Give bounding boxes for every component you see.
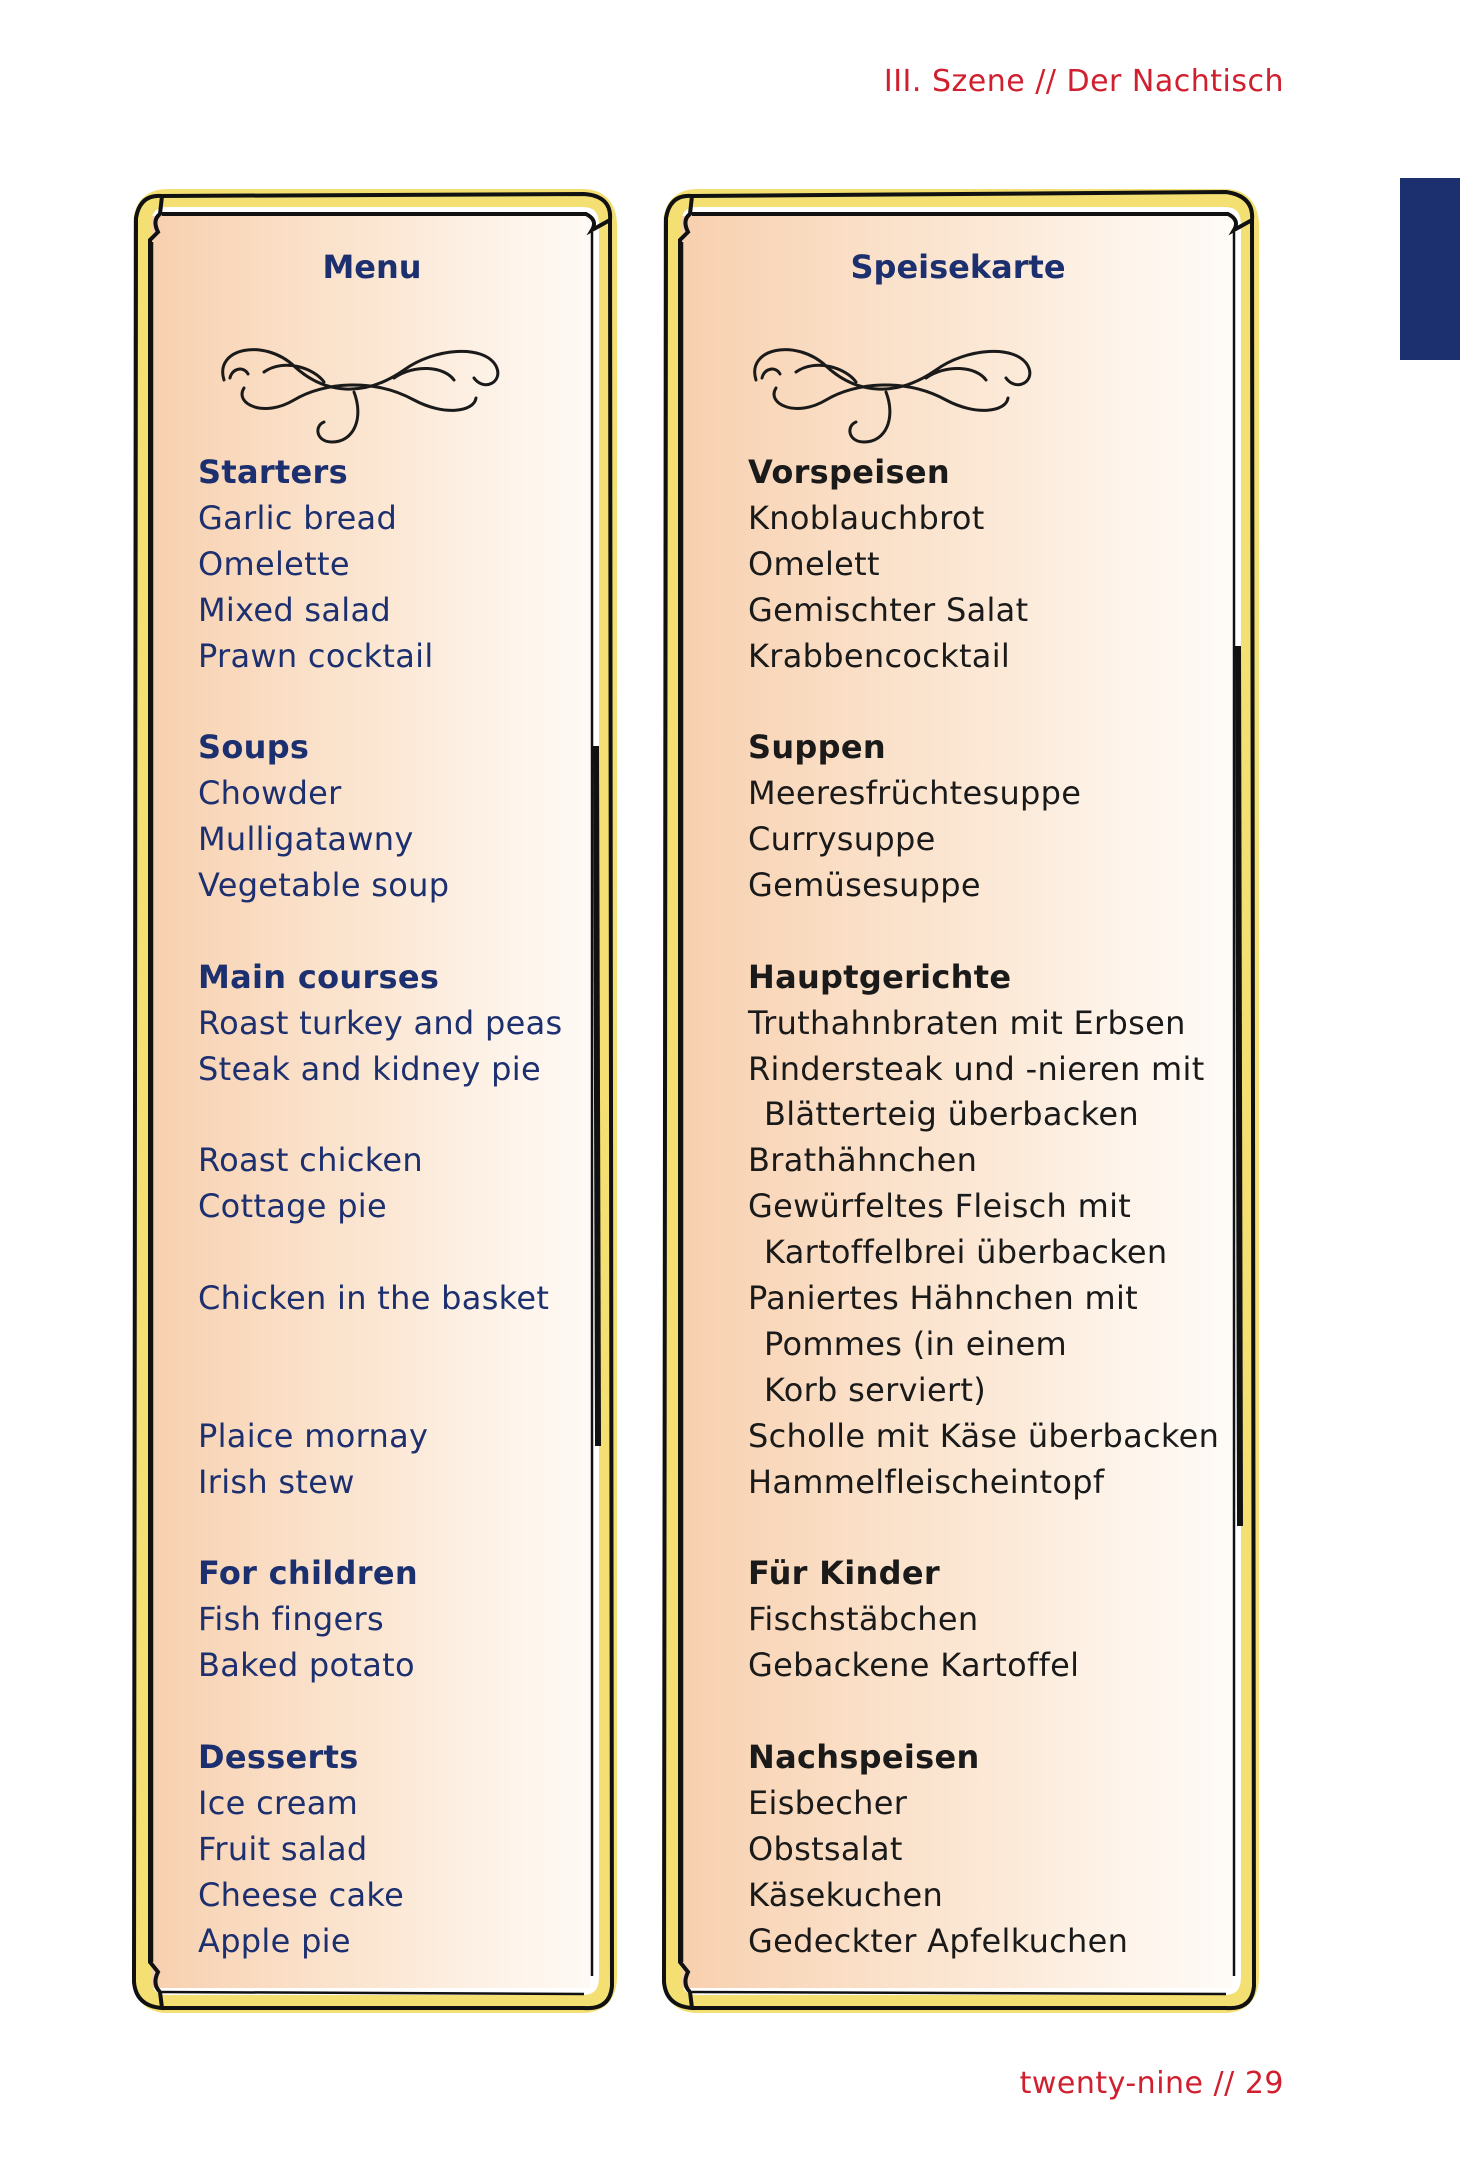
menu-item: Roast chicken	[198, 1141, 423, 1180]
menu-list-german	[748, 450, 1219, 1964]
section-heading: Main courses	[198, 957, 440, 996]
flourish-ornament	[736, 308, 1046, 458]
section-heading: Hauptgerichte	[748, 957, 1012, 996]
section-heading: Nachspeisen	[748, 1737, 980, 1776]
scene-label: III. Szene	[883, 64, 1026, 99]
speisekarte-title: Speisekarte	[850, 248, 1066, 286]
section-heading: For children	[198, 1554, 418, 1593]
menu-item: Scholle mit Käse überbacken	[748, 1416, 1220, 1455]
section-heading: Starters	[198, 453, 348, 491]
spacer	[198, 1230, 563, 1276]
chapter-side-tab	[1400, 178, 1460, 360]
menu-item: Fischstäbchen	[748, 1600, 979, 1639]
menu-item-continuation: Pommes (in einem	[764, 1324, 1067, 1363]
flourish-ornament	[204, 308, 514, 458]
menu-item: Krabbencocktail	[748, 636, 1011, 675]
menu-item: Obstsalat	[748, 1829, 903, 1868]
menu-item-continuation: Kartoffelbrei überbacken	[764, 1233, 1168, 1272]
menu-item: Hammelfleischeintopf	[748, 1462, 1105, 1501]
spacer	[198, 679, 563, 725]
menu-item: Gebackene Kartoffel	[748, 1646, 1080, 1685]
menu-item: Eisbecher	[748, 1783, 908, 1822]
section-heading: Vorspeisen	[748, 453, 950, 491]
section-heading: Suppen	[748, 728, 886, 767]
menu-item: Prawn cocktail	[198, 636, 434, 675]
menu-item: Käsekuchen	[748, 1875, 944, 1914]
menu-item: Mulligatawny	[198, 820, 414, 859]
menu-item: Mixed salad	[198, 590, 392, 629]
menu-item: Currysuppe	[748, 820, 936, 859]
spacer	[748, 679, 1219, 725]
menu-item: Rindersteak und -nieren mit	[748, 1049, 1205, 1088]
menu-item: Vegetable soup	[198, 866, 450, 905]
spacer	[198, 1505, 563, 1551]
spacer	[198, 1689, 563, 1735]
running-head	[884, 64, 1284, 99]
spacer	[198, 1368, 563, 1414]
menu-item: Irish stew	[198, 1462, 355, 1501]
menu-item: Knoblauchbrot	[748, 498, 985, 537]
section-heading: Desserts	[198, 1737, 359, 1776]
menu-item: Chowder	[198, 774, 342, 813]
menu-item: Gemischter Salat	[748, 590, 1029, 629]
menu-title: Menu	[322, 248, 422, 286]
page-folio	[1020, 2066, 1284, 2101]
spacer	[748, 1505, 1219, 1551]
spacer	[198, 1092, 563, 1138]
section-heading: Für Kinder	[748, 1554, 940, 1593]
menu-item: Garlic bread	[198, 498, 398, 537]
menu-item: Steak and kidney pie	[198, 1049, 541, 1088]
page-word: twenty-nine	[1019, 2066, 1204, 2101]
menu-item: Ice cream	[198, 1783, 359, 1822]
menu-item: Omelett	[748, 544, 880, 583]
menu-item: Apple pie	[198, 1921, 351, 1960]
header-separator: //	[1035, 64, 1057, 99]
spacer	[198, 1322, 563, 1368]
folio-separator: //	[1213, 2066, 1235, 2101]
menu-item: Roast turkey and peas	[198, 1003, 563, 1042]
menu-item: Plaice mornay	[198, 1416, 429, 1455]
spacer	[748, 909, 1219, 955]
menu-item: Meeresfrüchtesuppe	[748, 774, 1082, 813]
spacer	[198, 909, 563, 955]
menu-item: Paniertes Hähnchen mit	[748, 1279, 1139, 1318]
menu-item: Cheese cake	[198, 1875, 405, 1914]
menu-item: Gemüsesuppe	[748, 866, 981, 905]
menu-item: Brathähnchen	[748, 1141, 978, 1180]
menu-list-english	[198, 450, 563, 1964]
menu-item: Gedeckter Apfelkuchen	[748, 1921, 1129, 1960]
menu-item: Omelette	[198, 544, 350, 583]
menu-item: Fish fingers	[198, 1600, 384, 1639]
menu-item: Truthahnbraten mit Erbsen	[748, 1003, 1186, 1042]
page-number: 29	[1244, 2066, 1284, 2101]
menu-card-german	[652, 186, 1264, 2016]
spacer	[748, 1689, 1219, 1735]
chapter-label: Der Nachtisch	[1066, 64, 1284, 99]
menu-item: Cottage pie	[198, 1187, 387, 1226]
menu-card-english	[122, 186, 622, 2016]
menu-item: Chicken in the basket	[198, 1279, 550, 1318]
section-heading: Soups	[198, 728, 310, 767]
menu-item: Baked potato	[198, 1646, 415, 1685]
menu-item: Gewürfeltes Fleisch mit	[748, 1187, 1132, 1226]
menu-item: Fruit salad	[198, 1829, 368, 1868]
menu-item-continuation: Blätterteig überbacken	[764, 1095, 1139, 1134]
menu-item-continuation: Korb serviert)	[764, 1370, 987, 1409]
